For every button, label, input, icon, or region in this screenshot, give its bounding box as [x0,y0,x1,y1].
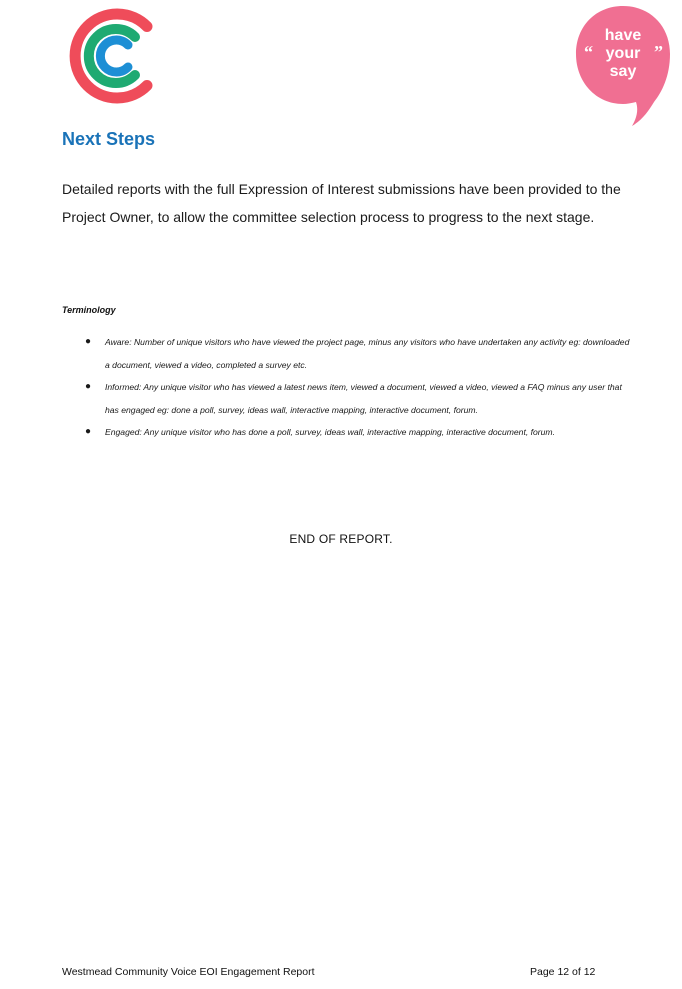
intro-paragraph: Detailed reports with the full Expression of Interest submissions have been provided to the Project Owner, to allow the committee selection process to progress to the next stage. [62,181,621,225]
bullet-icon: ● [85,336,92,347]
logo-word-say: say [609,63,637,80]
list-item [85,376,630,421]
term-informed-text: Informed: Any unique visitor who has viewed a latest news item, viewed a document, viewed a video, viewed a FAQ minus any user that has engaged eg: done a poll, survey, ideas wall, interactive mapping, interactive document, forum. [105,382,622,415]
footer-page-number: Page 12 of 12 [530,966,596,978]
bullet-icon: ● [85,426,92,437]
council-c-logo-icon [64,5,160,107]
list-item [85,331,630,376]
end-of-report: END OF REPORT. [289,532,393,546]
terminology-title: Terminology [62,305,116,315]
footer-title: Westmead Community Voice EOI Engagement Report [62,966,315,978]
have-your-say-logo-icon [572,4,674,128]
bullet-icon: ● [85,381,92,392]
term-aware-text: Aware: Number of unique visitors who have viewed the project page, minus any visitors who have undertaken any activity eg: downloaded a document, viewed a video, completed a survey etc. [105,337,630,370]
terminology-list [85,331,630,444]
section-heading: Next Steps [62,129,156,149]
list-item [85,421,630,444]
open-quote-icon: “ [584,42,593,62]
logo-word-have: have [604,27,642,44]
logo-word-your: your [605,45,641,62]
term-engaged-text: Engaged: Any unique visitor who has done a poll, survey, ideas wall, interactive mapping, interactive document, forum. [105,427,555,437]
close-quote-icon: ” [654,42,663,62]
